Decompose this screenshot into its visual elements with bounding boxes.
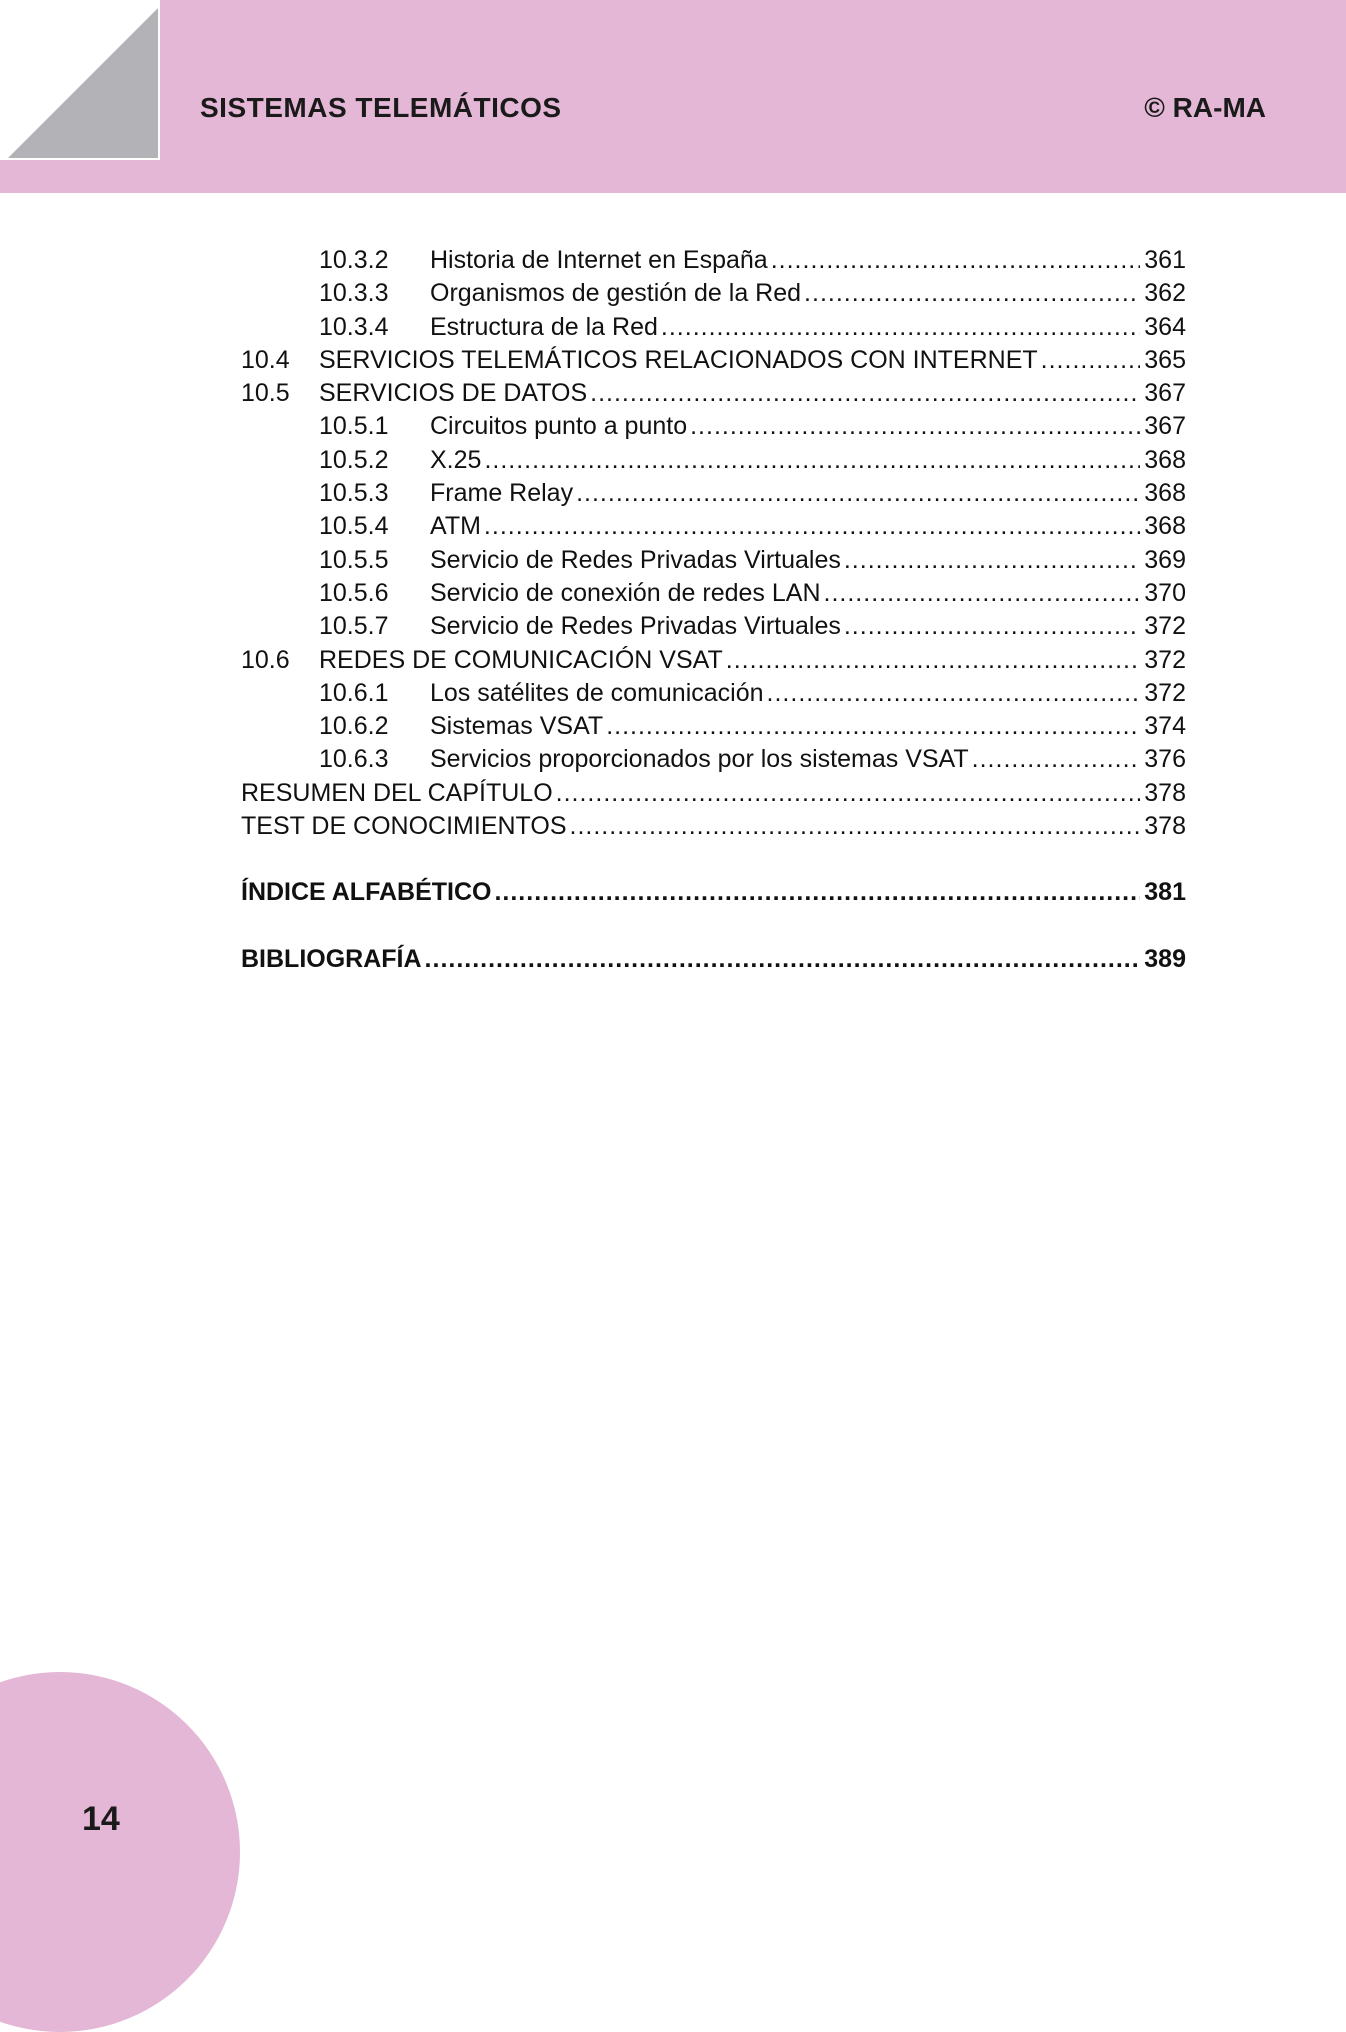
dot-leader [767, 679, 1141, 708]
toc-entry-title: Frame Relay [430, 479, 574, 508]
dot-leader [494, 878, 1140, 907]
toc-entry [241, 812, 1186, 845]
dot-leader [972, 745, 1141, 774]
toc-entry-title: SERVICIOS DE DATOS [319, 379, 588, 408]
toc-entry-title: TEST DE CONOCIMIENTOS [241, 812, 567, 841]
toc-entry-title: Servicios proporcionados por los sistemas VSAT [430, 745, 969, 774]
dot-leader [690, 412, 1140, 441]
toc-entry-title: BIBLIOGRAFÍA [241, 945, 422, 974]
toc-entry-number: 10.6 [241, 645, 290, 674]
dot-leader [824, 579, 1141, 608]
toc-entry-title: X.25 [430, 445, 482, 474]
toc-entry [241, 745, 1186, 778]
toc-entry [241, 712, 1186, 745]
dot-leader [661, 313, 1140, 342]
toc-entry-title: Servicio de conexión de redes LAN [430, 578, 821, 607]
toc-entry-title: Organismos de gestión de la Red [430, 279, 802, 308]
page-number-circle [0, 1672, 240, 2032]
toc-entry-number: 10.5.5 [319, 545, 389, 574]
toc-entry-page: 370 [1144, 578, 1186, 607]
page-corner-tab [0, 0, 160, 160]
toc-entry [241, 546, 1186, 579]
toc-entry-page: 389 [1144, 945, 1186, 974]
dot-leader [726, 646, 1141, 675]
toc-entry-number: 10.3.3 [319, 279, 389, 308]
toc-entry-title: REDES DE COMUNICACIÓN VSAT [319, 645, 723, 674]
toc-entry-number: 10.5.2 [319, 445, 389, 474]
table-of-contents [241, 246, 1186, 979]
toc-entry-page: 361 [1144, 246, 1186, 274]
toc-entry-number: 10.6.3 [319, 745, 389, 774]
dot-leader [804, 279, 1140, 308]
toc-entry-number: 10.5 [241, 379, 290, 408]
toc-entry-title: Historia de Internet en España [430, 246, 768, 274]
running-title: SISTEMAS TELEMÁTICOS [200, 92, 562, 123]
dot-leader [484, 446, 1140, 475]
dot-leader [576, 479, 1140, 508]
page-curl-icon [0, 0, 160, 160]
toc-entry-number: 10.6.1 [319, 678, 389, 707]
dot-leader [771, 246, 1141, 275]
toc-entry-number: 10.5.1 [319, 412, 389, 441]
toc-entry-page: 369 [1144, 545, 1186, 574]
toc-entry-title: Los satélites de comunicación [430, 678, 764, 707]
publisher-mark: © RA-MA [1144, 92, 1266, 123]
toc-entry-page: 365 [1144, 345, 1186, 374]
page-number: 14 [82, 1800, 120, 1838]
toc-entry [241, 279, 1186, 312]
toc-entry [241, 479, 1186, 512]
toc-entry [241, 612, 1186, 645]
dot-leader [556, 779, 1141, 808]
toc-entry-number: 10.3.4 [319, 312, 389, 341]
toc-entry-title: Servicio de Redes Privadas Virtuales [430, 545, 841, 574]
toc-entry-page: 372 [1144, 612, 1186, 641]
toc-entry-page: 374 [1144, 712, 1186, 741]
toc-entry-title: Sistemas VSAT [430, 712, 604, 741]
dot-leader [590, 379, 1140, 408]
toc-entry-title: ATM [430, 512, 481, 541]
toc-entry [241, 779, 1186, 812]
toc-entry-page: 368 [1144, 479, 1186, 508]
toc-entry-number: 10.6.2 [319, 712, 389, 741]
dot-leader [844, 546, 1140, 575]
toc-entry-page: 372 [1144, 678, 1186, 707]
dot-leader [1041, 346, 1141, 375]
toc-entry-page: 378 [1144, 778, 1186, 807]
toc-entry [241, 579, 1186, 612]
toc-entry-title: RESUMEN DEL CAPÍTULO [241, 778, 553, 807]
toc-entry-page: 372 [1144, 645, 1186, 674]
toc-entry [241, 446, 1186, 479]
toc-entry [241, 246, 1186, 279]
toc-entry-page: 376 [1144, 745, 1186, 774]
toc-entry-page: 368 [1144, 512, 1186, 541]
toc-entry-page: 368 [1144, 445, 1186, 474]
toc-entry-title: Circuitos punto a punto [430, 412, 688, 441]
toc-entry-page: 378 [1144, 812, 1186, 841]
toc-entry-page: 367 [1144, 379, 1186, 408]
dot-leader [844, 612, 1140, 641]
toc-entry [241, 313, 1186, 346]
toc-entry-title: ÍNDICE ALFABÉTICO [241, 878, 492, 907]
toc-entry [241, 679, 1186, 712]
toc-entry-number: 10.5.7 [319, 612, 389, 641]
toc-entry [241, 346, 1186, 379]
toc-entry-number: 10.3.2 [319, 246, 389, 274]
toc-entry-title: SERVICIOS TELEMÁTICOS RELACIONADOS CON INTERNET [319, 345, 1038, 374]
dot-leader [606, 712, 1140, 741]
toc-entry-title: Servicio de Redes Privadas Virtuales [430, 612, 841, 641]
toc-entry [241, 512, 1186, 545]
toc-entry [241, 646, 1186, 679]
toc-entry-number: 10.5.6 [319, 578, 389, 607]
toc-major-entry [241, 945, 1186, 979]
toc-entry-title: Estructura de la Red [430, 312, 658, 341]
toc-entry-page: 364 [1144, 312, 1186, 341]
toc-major-entry [241, 878, 1186, 912]
toc-entry-page: 362 [1144, 279, 1186, 308]
toc-entry [241, 412, 1186, 445]
toc-entry-number: 10.4 [241, 345, 290, 374]
dot-leader [570, 812, 1141, 841]
toc-entry-number: 10.5.4 [319, 512, 389, 541]
toc-entry-page: 367 [1144, 412, 1186, 441]
toc-entry-number: 10.5.3 [319, 479, 389, 508]
toc-entry-page: 381 [1144, 878, 1186, 907]
toc-entry [241, 379, 1186, 412]
dot-leader [484, 512, 1140, 541]
dot-leader [425, 945, 1141, 974]
